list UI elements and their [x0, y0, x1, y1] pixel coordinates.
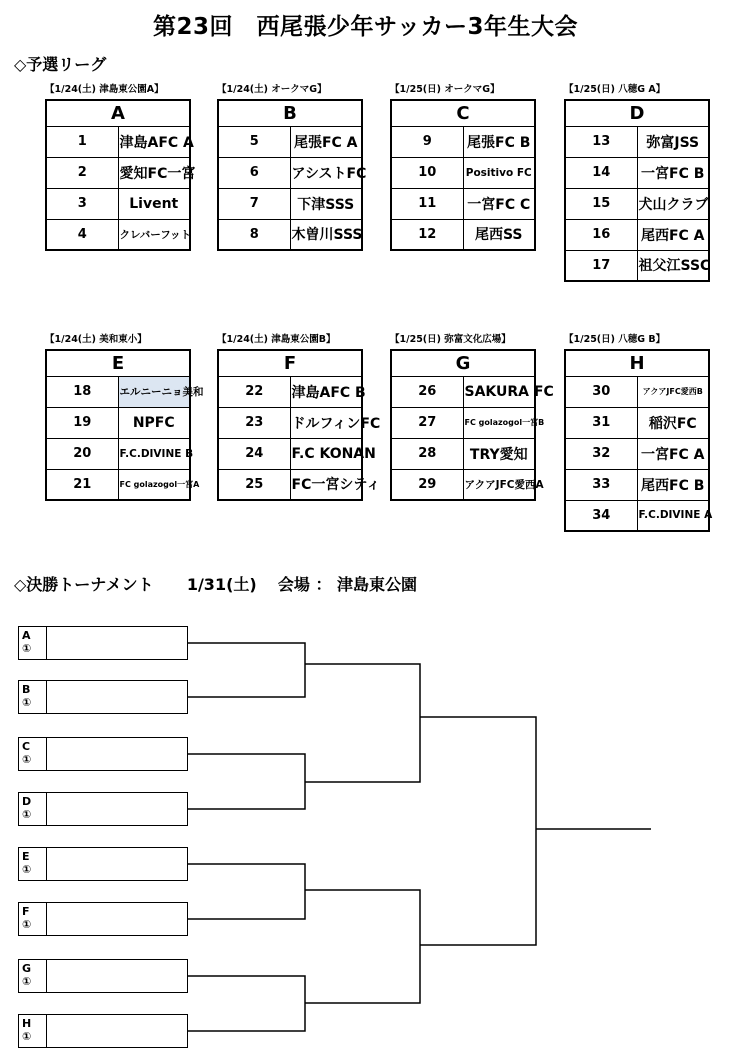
seed-group: C [22, 740, 31, 753]
venue-name: 津島東公園 [337, 575, 418, 594]
team-number: 11 [391, 188, 463, 219]
seed-rank: ① [22, 696, 32, 709]
seed-label [19, 738, 47, 770]
team-number: 10 [391, 157, 463, 188]
seed-label [19, 681, 47, 713]
bracket-slot [18, 680, 188, 714]
team-number: 26 [391, 376, 463, 407]
team-name: 尾張FC A [290, 126, 362, 157]
seed-rank: ① [22, 863, 32, 876]
seed-rank: ① [22, 1030, 32, 1043]
team-number: 14 [565, 157, 637, 188]
seed-group: E [22, 850, 30, 863]
venue-label: 会場 [277, 575, 310, 594]
team-name: F.C.DIVINE B [118, 438, 190, 469]
page-title: 第23回 西尾張少年サッカー3年生大会 [152, 14, 579, 40]
group-caption: 【1/25(日) 八穂G A】 [564, 84, 666, 95]
team-name: Livent [118, 188, 190, 219]
team-number: 5 [218, 126, 290, 157]
seed-label [19, 793, 47, 825]
bracket-line [305, 664, 420, 782]
group-caption: 【1/25(日) 弥富文化広場】 [390, 334, 511, 345]
team-number: 13 [565, 126, 637, 157]
team-name: アクアJFC愛西A [463, 469, 535, 500]
team-name: クレバーフット [118, 219, 190, 250]
seed-rank: ① [22, 808, 32, 821]
team-number: 29 [391, 469, 463, 500]
team-number: 9 [391, 126, 463, 157]
team-number: 6 [218, 157, 290, 188]
group-caption: 【1/24(土) 津島東公園A】 [45, 84, 164, 95]
team-number: 30 [565, 376, 637, 407]
bracket-slot [18, 902, 188, 936]
seed-group: D [22, 795, 32, 808]
seed-group: F [22, 905, 30, 918]
team-name: FC golazogol一宮B [463, 407, 535, 438]
team-name: 尾張FC B [463, 126, 535, 157]
group-caption: 【1/25(日) オークマG】 [390, 84, 500, 95]
bracket-slot [18, 847, 188, 881]
team-number: 19 [46, 407, 118, 438]
group-caption: 【1/24(土) 美和東小】 [45, 334, 147, 345]
group-caption: 【1/24(土) 津島東公園B】 [217, 334, 336, 345]
bracket-line [188, 864, 305, 919]
team-number: 18 [46, 376, 118, 407]
team-number: 32 [565, 438, 637, 469]
team-name: F.C.DIVINE A [637, 500, 709, 531]
seed-label [19, 627, 47, 659]
team-name: アクアJFC愛西B [637, 376, 709, 407]
bracket-line [420, 717, 536, 945]
bracket-slot [18, 626, 188, 660]
group-caption: 【1/25(日) 八穂G B】 [564, 334, 666, 345]
team-name: 津島AFC B [290, 376, 362, 407]
team-name: アシストFC [290, 157, 362, 188]
team-name: 津島AFC A [118, 126, 190, 157]
group-name: G [391, 350, 535, 376]
bracket-slot [18, 792, 188, 826]
seed-label [19, 848, 47, 880]
seed-label [19, 960, 47, 992]
team-number: 33 [565, 469, 637, 500]
team-name: 犬山クラブ [637, 188, 709, 219]
seed-label [19, 903, 47, 935]
seed-group: A [22, 629, 31, 642]
team-name: NPFC [118, 407, 190, 438]
seed-group: G [22, 962, 32, 975]
seed-group: H [22, 1017, 32, 1030]
team-number: 27 [391, 407, 463, 438]
team-number: 17 [565, 250, 637, 281]
tournament-date: 1/31(土) [186, 575, 257, 594]
team-name: F.C KONAN [290, 438, 362, 469]
team-name: ドルフィンFC [290, 407, 362, 438]
team-name: 尾西FC A [637, 219, 709, 250]
team-number: 1 [46, 126, 118, 157]
league-heading: ◇予選リーグ [14, 55, 107, 74]
team-name: 祖父江SSC [637, 250, 709, 281]
seed-rank: ① [22, 975, 32, 988]
team-name: エルニーニョ美和 [118, 376, 190, 407]
venue-colon: ： [315, 575, 332, 594]
team-name: 一宮FC A [637, 438, 709, 469]
team-name: 一宮FC B [637, 157, 709, 188]
bracket-line [305, 890, 420, 1003]
group-name: F [218, 350, 362, 376]
seed-rank: ① [22, 753, 32, 766]
bracket-slot [18, 959, 188, 993]
tournament-title: ◇決勝トーナメント [14, 575, 154, 594]
team-number: 31 [565, 407, 637, 438]
team-name: 稲沢FC [637, 407, 709, 438]
team-name: 一宮FC C [463, 188, 535, 219]
team-name: FC golazogol一宮A [118, 469, 190, 500]
bracket-slot [18, 1014, 188, 1048]
bracket-line [188, 643, 305, 697]
bracket-slot [18, 737, 188, 771]
team-number: 8 [218, 219, 290, 250]
team-number: 4 [46, 219, 118, 250]
team-name: TRY愛知 [463, 438, 535, 469]
team-number: 7 [218, 188, 290, 219]
group-name: C [391, 100, 535, 126]
team-number: 15 [565, 188, 637, 219]
team-name: 愛知FC一宮 [118, 157, 190, 188]
seed-group: B [22, 683, 31, 696]
group-name: B [218, 100, 362, 126]
seed-rank: ① [22, 642, 32, 655]
group-caption: 【1/24(土) オークマG】 [217, 84, 327, 95]
team-number: 25 [218, 469, 290, 500]
team-name: FC一宮シティ [290, 469, 362, 500]
seed-rank: ① [22, 918, 32, 931]
team-number: 28 [391, 438, 463, 469]
team-name: 下津SSS [290, 188, 362, 219]
team-name: 木曽川SSS [290, 219, 362, 250]
team-name: 尾西SS [463, 219, 535, 250]
team-number: 21 [46, 469, 118, 500]
team-number: 16 [565, 219, 637, 250]
group-name: H [565, 350, 709, 376]
team-name: 弥富JSS [637, 126, 709, 157]
bracket-line [188, 976, 305, 1031]
team-number: 22 [218, 376, 290, 407]
group-name: A [46, 100, 190, 126]
team-number: 24 [218, 438, 290, 469]
bracket-line [188, 754, 305, 809]
team-name: 尾西FC B [637, 469, 709, 500]
team-name: Positivo FC [463, 157, 535, 188]
team-number: 20 [46, 438, 118, 469]
team-number: 34 [565, 500, 637, 531]
team-number: 12 [391, 219, 463, 250]
team-number: 3 [46, 188, 118, 219]
group-name: E [46, 350, 190, 376]
team-number: 2 [46, 157, 118, 188]
team-number: 23 [218, 407, 290, 438]
team-name: SAKURA FC [463, 376, 535, 407]
group-name: D [565, 100, 709, 126]
seed-label [19, 1015, 47, 1047]
